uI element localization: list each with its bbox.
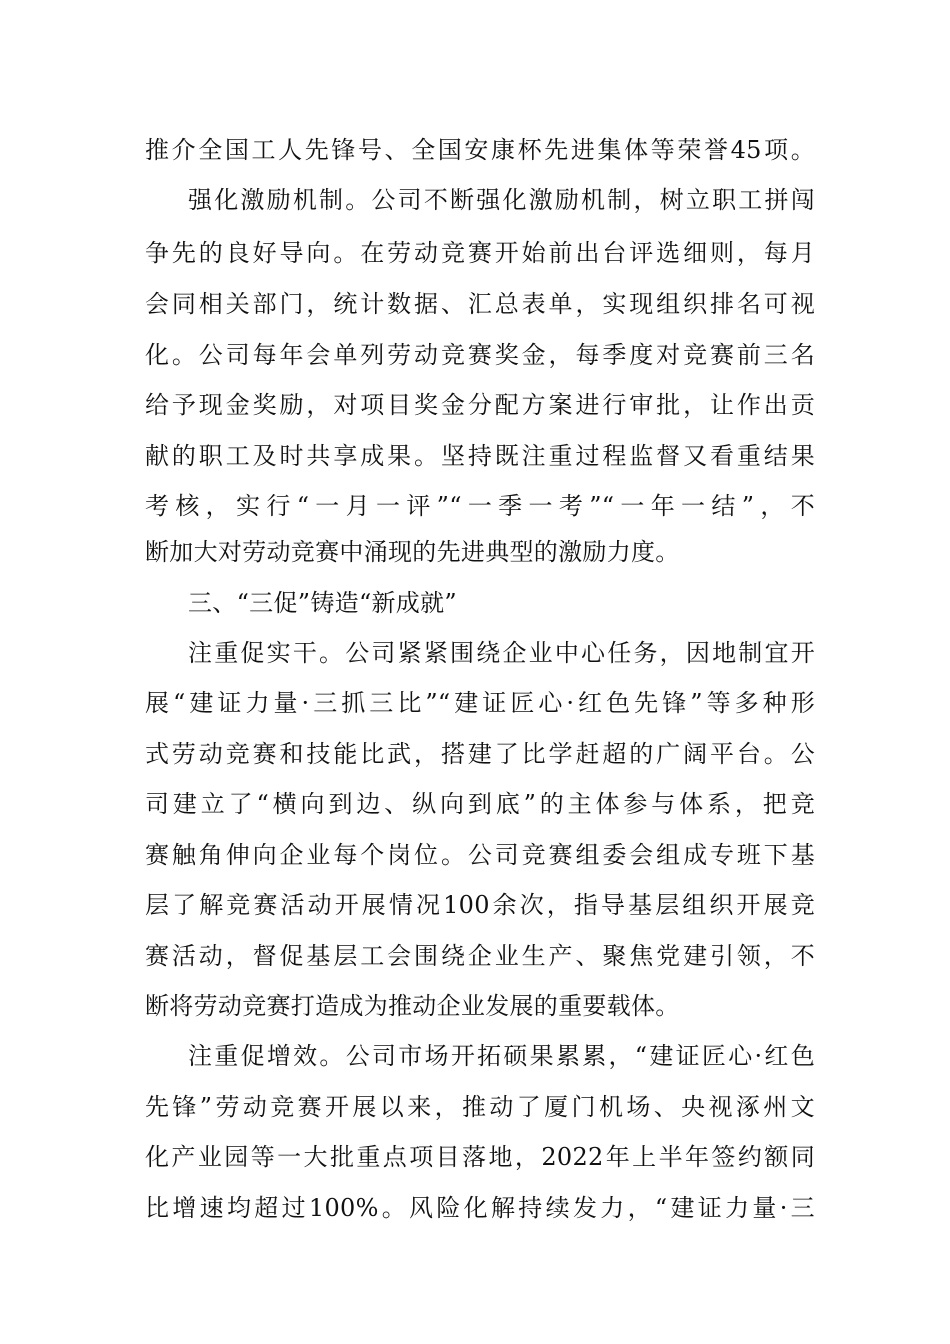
text-line: 争先的良好导向。在劳动竞赛开始前出台评选细则，每月: [145, 239, 815, 267]
paragraph-heading-line: 注重促增效。公司市场开拓硕果累累，“建证匠心·红色: [188, 1042, 815, 1070]
text-line: 会同相关部门，统计数据、汇总表单，实现组织排名可视: [145, 290, 815, 318]
text-line: 献的职工及时共享成果。坚持既注重过程监督又看重结果: [145, 442, 815, 470]
text-line: 化。公司每年会单列劳动竞赛奖金，每季度对竞赛前三名: [145, 341, 815, 369]
text-line: 比增速均超过100%。风险化解持续发力，“建证力量·三: [145, 1194, 815, 1222]
text-line: 断将劳动竞赛打造成为推动企业发展的重要载体。: [145, 992, 680, 1020]
text-line: 展“建证力量·三抓三比”“建证匠心·红色先锋”等多种形: [145, 689, 815, 717]
text-line: 层了解竞赛活动开展情况100余次，指导基层组织开展竞: [145, 891, 815, 919]
text-line: 赛触角伸向企业每个岗位。公司竞赛组委会组成专班下基: [145, 841, 815, 869]
text-line: 考核，实行“一月一评”“一季一考”“一年一结”，不: [145, 492, 815, 520]
text-line: 司建立了“横向到边、纵向到底”的主体参与体系，把竞: [145, 790, 815, 818]
text-line: 给予现金奖励，对项目奖金分配方案进行审批，让作出贡: [145, 391, 815, 419]
section-heading: 三、“三促”铸造“新成就”: [188, 589, 457, 617]
text-line: 赛活动，督促基层工会围绕企业生产、聚焦党建引领，不: [145, 942, 815, 970]
text-line: 式劳动竞赛和技能比武，搭建了比学赶超的广阔平台。公: [145, 740, 815, 768]
paragraph-heading-line: 强化激励机制。公司不断强化激励机制，树立职工拼闯: [188, 186, 815, 214]
paragraph-heading-line: 注重促实干。公司紧紧围绕企业中心任务，因地制宜开: [188, 639, 815, 667]
text-line: 推介全国工人先锋号、全国安康杯先进集体等荣誉45项。: [145, 136, 815, 164]
text-line: 断加大对劳动竞赛中涌现的先进典型的激励力度。: [145, 538, 680, 566]
text-line: 先锋”劳动竞赛开展以来，推动了厦门机场、央视涿州文: [145, 1093, 815, 1121]
text-line: 化产业园等一大批重点项目落地，2022年上半年签约额同: [145, 1143, 815, 1171]
